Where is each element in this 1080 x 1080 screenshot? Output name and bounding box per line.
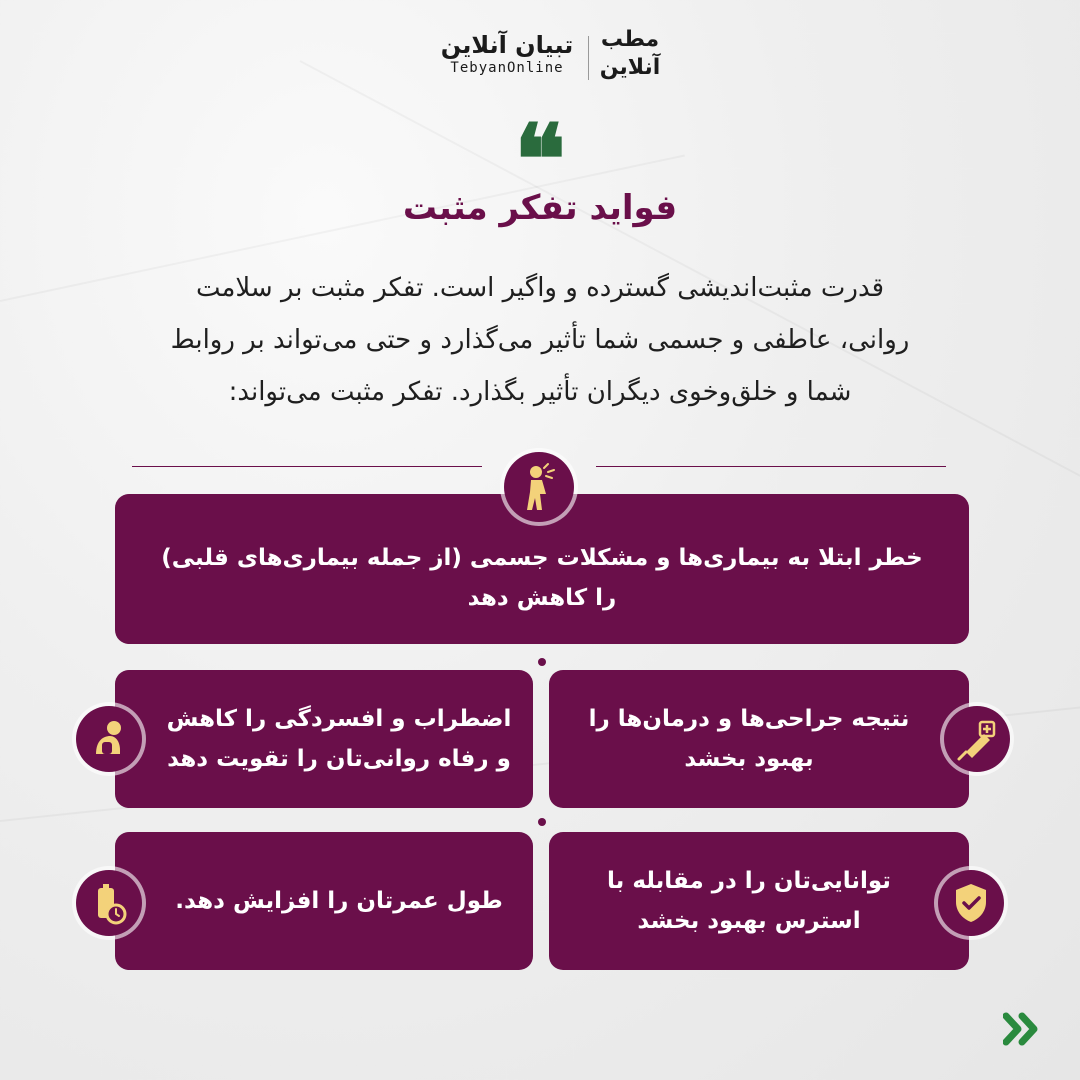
intro-line: روانی، عاطفی و جسمی شما تأثیر می‌گذارد و حتی می‌تواند بر روابط [170,325,910,355]
card-text [167,699,512,779]
intro-line: شما و خلق‌وخوی دیگران تأثیر بگذارد. تفکر مثبت می‌تواند: [228,377,852,407]
benefit-card-anxiety [115,670,533,808]
card-text [175,881,503,921]
logo-text-en: TebyanOnline [450,60,564,76]
logo-matab-line2: آنلاین [599,55,661,80]
syringe-icon [944,706,1010,772]
connector-dot [538,658,546,666]
page-title: فواید تفکر مثبت [402,188,678,228]
card-line: طول عمرتان را افزایش دهد. [175,888,503,914]
card-line: اضطراب و افسردگی را کاهش [166,706,512,732]
card-line: بهبود بخشد [684,746,814,772]
sick-person-icon [504,452,574,522]
quote-icon: ❝ [514,103,566,216]
next-chevrons-icon[interactable] [1003,1012,1041,1046]
depressed-person-icon [76,706,142,772]
intro-line: قدرت مثبت‌اندیشی گسترده و واگیر است. تفکر مثبت بر سلامت [195,273,885,303]
divider-left [132,466,482,467]
card-line: را کاهش دهد [467,585,617,611]
card-line: توانایی‌تان را در مقابله با [607,868,891,894]
card-text [607,861,891,941]
benefit-card-surgery [549,670,969,808]
card-text [161,538,923,618]
matab-online-logo [594,26,666,82]
intro-paragraph [80,262,1000,418]
card-line: و رفاه روانی‌تان را تقویت دهد [167,746,511,772]
tebyan-online-logo [432,30,582,76]
battery-clock-icon [76,870,142,936]
shield-check-icon [938,870,1004,936]
card-line: خطر ابتلا به بیماری‌ها و مشکلات جسمی (از جمله بیماری‌های قلبی) [161,545,923,571]
logo-text-fa: تبیان آنلاین [440,31,574,59]
benefit-card-life [115,832,533,970]
logo-divider [588,36,589,80]
divider-right [596,466,946,467]
benefit-card-stress [549,832,969,970]
card-text [589,699,910,779]
card-line: استرس بهبود بخشد [637,908,861,934]
connector-dot [538,818,546,826]
logo-matab-line1: مطب [600,27,660,52]
card-line: نتیجه جراحی‌ها و درمان‌ها را [588,706,910,732]
